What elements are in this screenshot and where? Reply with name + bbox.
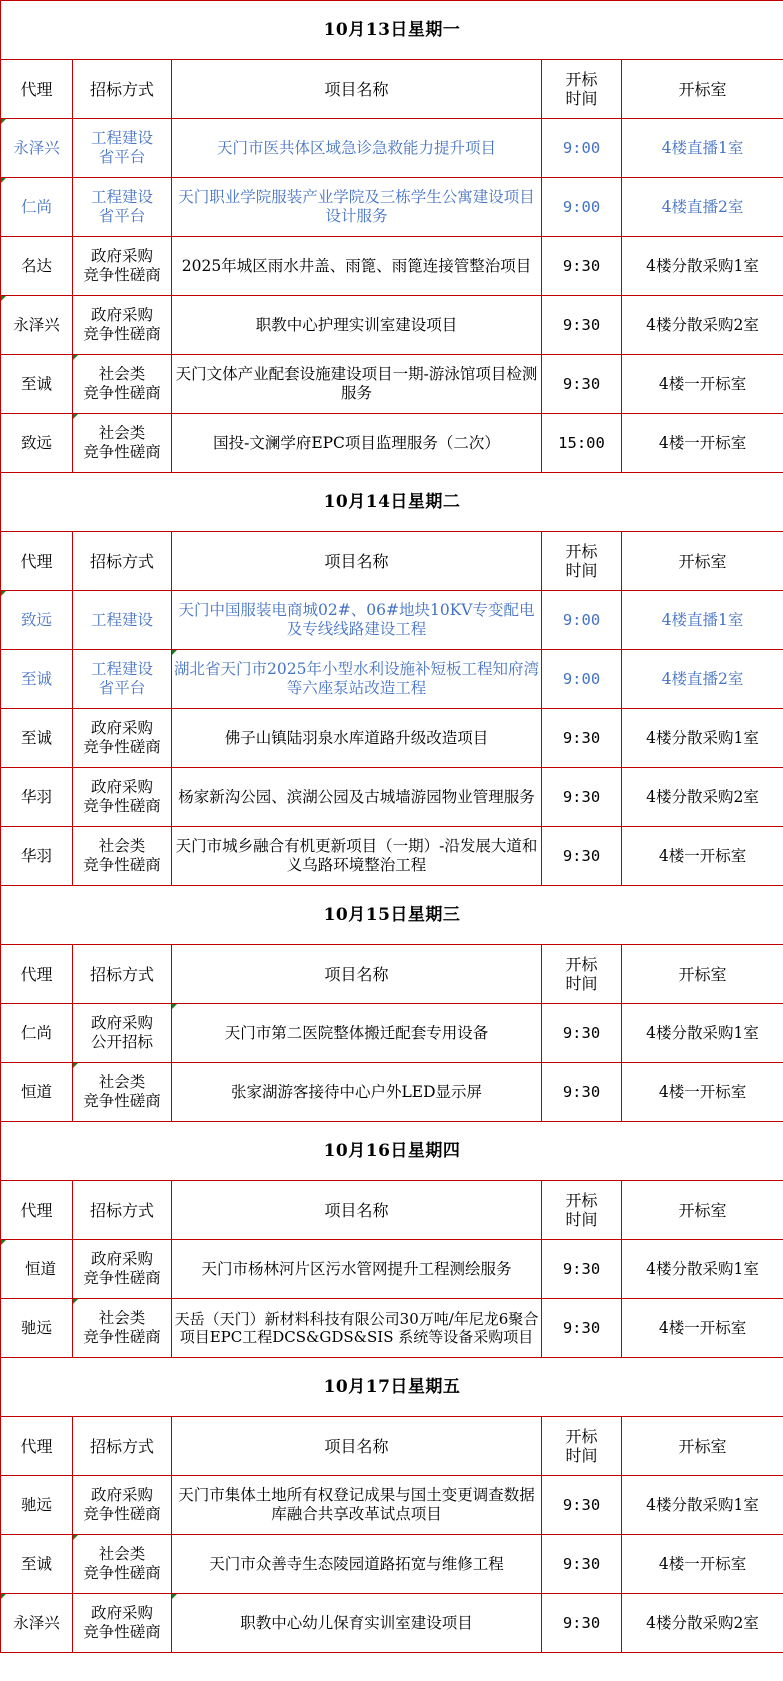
method-line1: 社会类 (98, 1309, 146, 1327)
comment-marker-icon (172, 650, 177, 655)
col-header-agent: 代理 (1, 60, 73, 119)
table-row (1, 1004, 783, 1063)
cell-project[interactable]: 天门市杨林河片区污水管网提升工程测绘服务 (172, 1240, 542, 1299)
table-row (1, 414, 783, 473)
col-header-method: 招标方式 (73, 60, 172, 119)
cell-method[interactable] (73, 1535, 172, 1594)
cell-project[interactable]: 杨家新沟公园、滨湖公园及古城墙游园物业管理服务 (172, 768, 542, 827)
column-header-row (1, 60, 783, 119)
cell-time[interactable]: 9:30 (542, 1240, 622, 1299)
table-row (1, 650, 783, 709)
cell-method[interactable] (73, 1476, 172, 1535)
table-row (1, 1240, 783, 1299)
agent-text: 永泽兴 (13, 1613, 60, 1632)
cell-time[interactable]: 9:30 (542, 1004, 622, 1063)
cell-room[interactable]: 4楼分散采购1室 (622, 1240, 783, 1299)
cell-method[interactable] (73, 119, 172, 178)
cell-time[interactable]: 9:30 (542, 296, 622, 355)
col-header-time-line2: 时间 (565, 561, 598, 580)
cell-room[interactable]: 4楼直播2室 (622, 178, 783, 237)
cell-time[interactable]: 9:30 (542, 1299, 622, 1358)
method-line2: 竞争性磋商 (83, 325, 161, 343)
method-line2: 竞争性磋商 (83, 443, 161, 461)
cell-room[interactable]: 4楼一开标室 (622, 827, 783, 886)
cell-method[interactable] (73, 768, 172, 827)
cell-agent[interactable]: 至诚 (1, 650, 73, 709)
col-header-project: 项目名称 (172, 945, 542, 1004)
cell-agent[interactable]: 至诚 (1, 709, 73, 768)
col-header-time-line1: 开标 (565, 955, 598, 974)
cell-project[interactable] (172, 650, 542, 709)
table-row (1, 296, 783, 355)
comment-marker-icon (73, 1063, 78, 1068)
method-line2: 省平台 (98, 207, 146, 225)
method-line1: 政府采购 (90, 778, 153, 796)
method-line1: 政府采购 (90, 719, 153, 737)
agent-text: 永泽兴 (13, 315, 60, 334)
day-title: 10月14日星期二 (1, 473, 783, 532)
col-header-project: 项目名称 (172, 60, 542, 119)
cell-method[interactable] (73, 709, 172, 768)
col-header-time-line2: 时间 (565, 1210, 598, 1229)
cell-method[interactable] (73, 827, 172, 886)
cell-method[interactable] (73, 414, 172, 473)
method-line1: 政府采购 (90, 1486, 153, 1504)
table-row (1, 178, 783, 237)
method-line2: 竞争性磋商 (83, 1328, 161, 1346)
table-row (1, 1594, 783, 1653)
column-header-row (1, 1417, 783, 1476)
method-line1: 社会类 (98, 424, 146, 442)
cell-agent[interactable]: 驰远 (1, 1299, 73, 1358)
table-row (1, 1063, 783, 1122)
cell-method[interactable] (73, 1240, 172, 1299)
cell-project[interactable]: 国投-文澜学府EPC项目监理服务（二次） (172, 414, 542, 473)
project-text: 天门市第二医院整体搬迁配套专用设备 (224, 1023, 489, 1042)
col-header-time-line1: 开标 (565, 70, 598, 89)
day-title: 10月15日星期三 (1, 886, 783, 945)
day-title-row (1, 886, 783, 945)
cell-agent[interactable]: 至诚 (1, 1535, 73, 1594)
cell-method[interactable] (73, 1299, 172, 1358)
method-line1: 工程建设 (90, 188, 153, 206)
cell-method[interactable] (73, 178, 172, 237)
col-header-method: 招标方式 (73, 1181, 172, 1240)
method-line1: 社会类 (98, 365, 146, 383)
col-header-time (542, 532, 622, 591)
cell-time[interactable]: 9:00 (542, 119, 622, 178)
cell-room[interactable]: 4楼一开标室 (622, 1299, 783, 1358)
agent-text: 恒道 (24, 1259, 56, 1278)
cell-project[interactable]: 天门文体产业配套设施建设项目一期-游泳馆项目检测服务 (172, 355, 542, 414)
method-line1: 政府采购 (90, 306, 153, 324)
method-line1: 社会类 (98, 1073, 146, 1091)
cell-room[interactable]: 4楼分散采购1室 (622, 709, 783, 768)
comment-marker-icon (1, 1594, 6, 1599)
col-header-method: 招标方式 (73, 1417, 172, 1476)
cell-project[interactable]: 佛子山镇陆羽泉水库道路升级改造项目 (172, 709, 542, 768)
cell-room[interactable]: 4楼直播1室 (622, 119, 783, 178)
cell-method[interactable] (73, 237, 172, 296)
column-header-row (1, 1181, 783, 1240)
cell-time[interactable]: 9:30 (542, 709, 622, 768)
project-text: 湖北省天门市2025年小型水利设施补短板工程知府湾等六座泵站改造工程 (174, 660, 539, 697)
cell-time[interactable]: 9:30 (542, 1476, 622, 1535)
col-header-time-line1: 开标 (565, 1191, 598, 1210)
comment-marker-icon (1, 178, 6, 183)
method-line1: 政府采购 (90, 1604, 153, 1622)
method-line2: 竞争性磋商 (83, 738, 161, 756)
cell-time[interactable]: 9:00 (542, 178, 622, 237)
method-line2: 竞争性磋商 (83, 1269, 161, 1287)
cell-time[interactable]: 9:00 (542, 650, 622, 709)
cell-project[interactable]: 2025年城区雨水井盖、雨篦、雨篦连接管整治项目 (172, 237, 542, 296)
schedule-body (1, 1, 783, 1653)
comment-marker-icon (73, 1299, 78, 1304)
cell-agent[interactable]: 仁尚 (1, 1004, 73, 1063)
col-header-room: 开标室 (622, 1181, 783, 1240)
col-header-agent: 代理 (1, 1417, 73, 1476)
day-title-row (1, 1, 783, 60)
col-header-room: 开标室 (622, 945, 783, 1004)
cell-agent[interactable] (1, 591, 73, 650)
day-title: 10月16日星期四 (1, 1122, 783, 1181)
method-line1: 社会类 (98, 1545, 146, 1563)
day-title-row (1, 473, 783, 532)
cell-room[interactable]: 4楼分散采购2室 (622, 1594, 783, 1653)
cell-project[interactable]: 天门市集体土地所有权登记成果与国土变更调查数据库融合共享改革试点项目 (172, 1476, 542, 1535)
cell-agent[interactable]: 恒道 (1, 1063, 73, 1122)
method-line1: 社会类 (98, 837, 146, 855)
col-header-time-line2: 时间 (565, 974, 598, 993)
method-line2: 省平台 (98, 148, 146, 166)
cell-agent[interactable]: 至诚 (1, 355, 73, 414)
cell-agent[interactable] (1, 1594, 73, 1653)
method-line2: 公开招标 (90, 1033, 153, 1051)
cell-method[interactable] (73, 296, 172, 355)
col-header-time-line2: 时间 (565, 1446, 598, 1465)
method-line2: 竞争性磋商 (83, 266, 161, 284)
cell-time[interactable]: 9:00 (542, 591, 622, 650)
method-line2: 竞争性磋商 (83, 384, 161, 402)
cell-room[interactable]: 4楼一开标室 (622, 355, 783, 414)
col-header-agent: 代理 (1, 532, 73, 591)
cell-room[interactable]: 4楼直播1室 (622, 591, 783, 650)
table-row (1, 768, 783, 827)
cell-project[interactable] (172, 1004, 542, 1063)
cell-method[interactable] (73, 650, 172, 709)
method-line1: 政府采购 (90, 247, 153, 265)
cell-project[interactable]: 天门职业学院服装产业学院及三栋学生公寓建设项目设计服务 (172, 178, 542, 237)
cell-room[interactable]: 4楼分散采购1室 (622, 237, 783, 296)
col-header-time-line1: 开标 (565, 1427, 598, 1446)
comment-marker-icon (1, 1240, 6, 1245)
comment-marker-icon (1, 119, 6, 124)
cell-project[interactable]: 天门市众善寺生态陵园道路拓宽与维修工程 (172, 1535, 542, 1594)
column-header-row (1, 532, 783, 591)
col-header-project: 项目名称 (172, 1417, 542, 1476)
col-header-room: 开标室 (622, 1417, 783, 1476)
col-header-project: 项目名称 (172, 1181, 542, 1240)
cell-method[interactable]: 工程建设 (73, 591, 172, 650)
table-row (1, 1476, 783, 1535)
col-header-room: 开标室 (622, 532, 783, 591)
table-row (1, 119, 783, 178)
col-header-time (542, 60, 622, 119)
table-row (1, 709, 783, 768)
method-line2: 竞争性磋商 (83, 1092, 161, 1110)
cell-room[interactable]: 4楼分散采购1室 (622, 1004, 783, 1063)
col-header-agent: 代理 (1, 945, 73, 1004)
cell-agent[interactable] (1, 178, 73, 237)
col-header-time (542, 1181, 622, 1240)
day-title-row (1, 1122, 783, 1181)
method-line2: 省平台 (98, 679, 146, 697)
comment-marker-icon (73, 1535, 78, 1540)
col-header-method: 招标方式 (73, 945, 172, 1004)
cell-project[interactable]: 职教中心护理实训室建设项目 (172, 296, 542, 355)
cell-time[interactable]: 9:30 (542, 1535, 622, 1594)
col-header-agent: 代理 (1, 1181, 73, 1240)
cell-room[interactable]: 4楼直播2室 (622, 650, 783, 709)
agent-text: 仁尚 (20, 197, 52, 216)
col-header-project: 项目名称 (172, 532, 542, 591)
cell-agent[interactable] (1, 296, 73, 355)
cell-time[interactable]: 9:30 (542, 1063, 622, 1122)
col-header-time (542, 1417, 622, 1476)
cell-room[interactable]: 4楼分散采购2室 (622, 768, 783, 827)
cell-time[interactable]: 9:30 (542, 237, 622, 296)
cell-project[interactable] (172, 1594, 542, 1653)
cell-method[interactable] (73, 1004, 172, 1063)
cell-agent[interactable]: 驰远 (1, 1476, 73, 1535)
project-text: 职教中心幼儿保育实训室建设项目 (240, 1613, 473, 1632)
comment-marker-icon (1, 591, 6, 596)
agent-text: 永泽兴 (13, 138, 60, 157)
col-header-time-line2: 时间 (565, 89, 598, 108)
table-row (1, 237, 783, 296)
cell-project[interactable]: 张家湖游客接待中心户外LED显示屏 (172, 1063, 542, 1122)
cell-room[interactable]: 4楼分散采购1室 (622, 1476, 783, 1535)
cell-agent[interactable]: 名达 (1, 237, 73, 296)
cell-time[interactable]: 9:30 (542, 355, 622, 414)
method-line2: 竞争性磋商 (83, 1623, 161, 1641)
cell-room[interactable]: 4楼一开标室 (622, 414, 783, 473)
cell-time[interactable]: 9:30 (542, 1594, 622, 1653)
table-row (1, 1299, 783, 1358)
cell-agent[interactable]: 华羽 (1, 768, 73, 827)
col-header-method: 招标方式 (73, 532, 172, 591)
comment-marker-icon (73, 355, 78, 360)
cell-time[interactable]: 9:30 (542, 768, 622, 827)
method-line2: 竞争性磋商 (83, 1505, 161, 1523)
comment-marker-icon (73, 414, 78, 419)
column-header-row (1, 945, 783, 1004)
table-row (1, 1535, 783, 1594)
day-title: 10月13日星期一 (1, 1, 783, 60)
agent-text: 致远 (20, 610, 52, 629)
cell-agent[interactable] (1, 119, 73, 178)
cell-method[interactable] (73, 1594, 172, 1653)
day-title-row (1, 1358, 783, 1417)
comment-marker-icon (1, 296, 6, 301)
cell-time[interactable]: 15:00 (542, 414, 622, 473)
cell-project[interactable]: 天岳（天门）新材料科技有限公司30万吨/年尼龙6聚合项目EPC工程DCS&GDS&SIS 系统等设备采购项目 (172, 1299, 542, 1358)
col-header-time-line1: 开标 (565, 542, 598, 561)
method-line2: 竞争性磋商 (83, 1564, 161, 1582)
cell-time[interactable]: 9:30 (542, 827, 622, 886)
method-line2: 竞争性磋商 (83, 797, 161, 815)
cell-agent[interactable]: 华羽 (1, 827, 73, 886)
cell-room[interactable]: 4楼一开标室 (622, 1063, 783, 1122)
day-title: 10月17日星期五 (1, 1358, 783, 1417)
cell-method[interactable] (73, 1063, 172, 1122)
cell-project[interactable]: 天门市医共体区域急诊急救能力提升项目 (172, 119, 542, 178)
col-header-room: 开标室 (622, 60, 783, 119)
method-line1: 政府采购 (90, 1250, 153, 1268)
method-line1: 工程建设 (90, 129, 153, 147)
comment-marker-icon (172, 1594, 177, 1599)
method-line1: 政府采购 (90, 1014, 153, 1032)
comment-marker-icon (172, 1004, 177, 1009)
table-row (1, 827, 783, 886)
col-header-time (542, 945, 622, 1004)
cell-room[interactable]: 4楼一开标室 (622, 1535, 783, 1594)
cell-project[interactable]: 天门中国服装电商城02#、06#地块10KV专变配电及专线线路建设工程 (172, 591, 542, 650)
cell-room[interactable]: 4楼分散采购2室 (622, 296, 783, 355)
cell-project[interactable]: 天门市城乡融合有机更新项目（一期）-沿发展大道和义乌路环境整治工程 (172, 827, 542, 886)
method-line2: 竞争性磋商 (83, 856, 161, 874)
table-row (1, 355, 783, 414)
cell-agent[interactable] (1, 1240, 73, 1299)
cell-agent[interactable]: 致远 (1, 414, 73, 473)
cell-method[interactable] (73, 355, 172, 414)
table-row (1, 591, 783, 650)
method-line1: 工程建设 (90, 660, 153, 678)
